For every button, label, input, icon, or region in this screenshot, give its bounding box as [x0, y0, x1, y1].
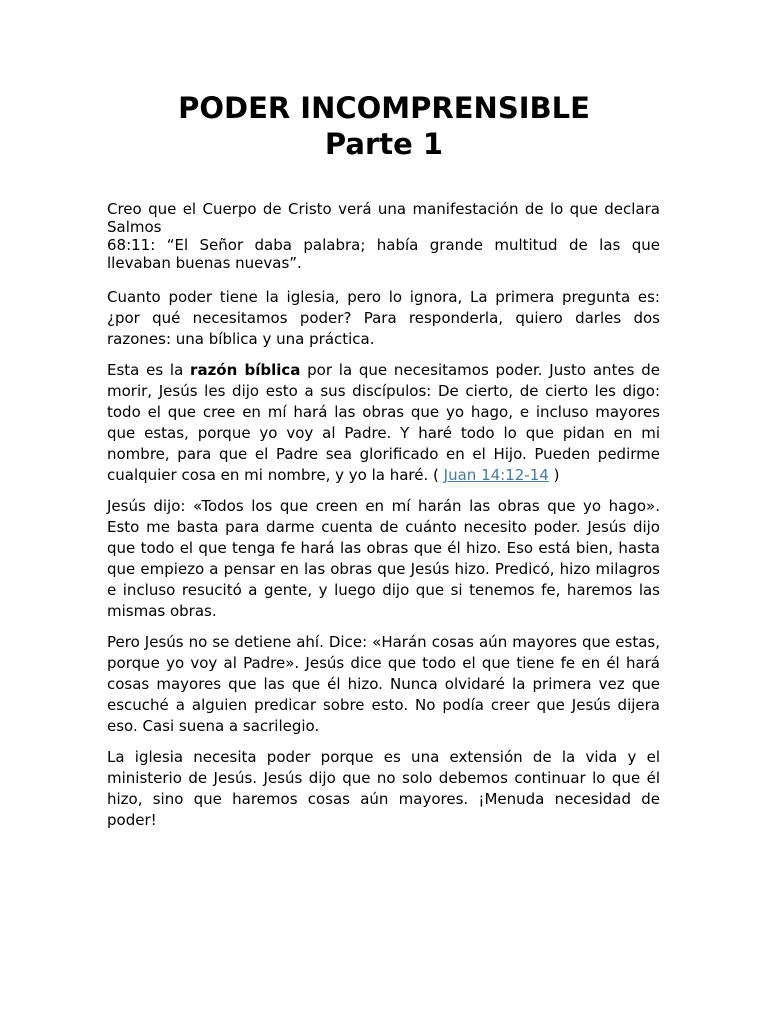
bold-phrase: razón bíblica: [190, 361, 301, 379]
title-line-2: Parte 1: [324, 127, 444, 161]
paragraph-5: La iglesia necesita poder porque es una extensión de la vida y el ministerio de Jesús. Jesús dijo que no solo debemos continuar lo que él hizo, sino que haremos cosas aún mayores. ¡Menuda necesidad de poder!: [107, 748, 660, 829]
paragraph-4: Pero Jesús no se detiene ahí. Dice: «Harán cosas aún mayores que estas, porque yo voy al Padre». Jesús dice que todo el que tiene fe en él hará cosas mayores que las que él hizo. Nunca olvidaré la primera vez que escuché a alguien predicar sobre esto. No podía creer que Jesús dijera eso. Casi suena a sacrilegio.: [107, 633, 660, 735]
intro-paragraph: [107, 200, 660, 272]
paragraph-2-text-middle: por la que necesitamos poder. Justo antes de morir, Jesús les dijo esto a sus discípulos: De cierto, de cierto les digo: todo el que cree en mí hará las obras que yo hago, e incluso mayores que estas, porque yo voy al Padre. Y haré todo lo que pidan en mi nombre, para que el Padre sea glorificado en el Hijo. Pueden pedirme cualquier cosa en mi nombre, y yo la haré. (: [107, 361, 660, 484]
paragraph-2: [107, 360, 660, 486]
paragraph-2-text-start: Esta es la: [107, 361, 191, 379]
intro-line-2: 68:11: “El Señor daba palabra; había grande multitud de las que llevaban buenas nuevas”.: [107, 236, 660, 272]
title-line-1: PODER INCOMPRENSIBLE: [178, 91, 590, 125]
paragraph-2-text-end: ): [548, 466, 560, 484]
intro-line-1: Creo que el Cuerpo de Cristo verá una manifestación de lo que declara Salmos: [107, 200, 660, 236]
paragraph-3: Jesús dijo: «Todos los que creen en mí harán las obras que yo hago». Esto me basta para darme cuenta de cuánto necesito poder. Jesús dijo que todo el que tenga fe hará las obras que él hizo. Eso está bien, hasta que empiezo a pensar en las obras que Jesús hizo. Predicó, hizo milagros e incluso resucitó a gente, y luego dijo que si tenemos fe, haremos las mismas obras.: [107, 497, 660, 620]
document-title: [0, 90, 768, 162]
document-body: [107, 200, 660, 841]
paragraph-1: Cuanto poder tiene la iglesia, pero lo ignora, La primera pregunta es: ¿por qué necesitamos poder? Para responderla, quiero darles dos razones: una bíblica y una práctica.: [107, 288, 660, 348]
scripture-link[interactable]: Juan 14:12-14: [443, 466, 549, 484]
